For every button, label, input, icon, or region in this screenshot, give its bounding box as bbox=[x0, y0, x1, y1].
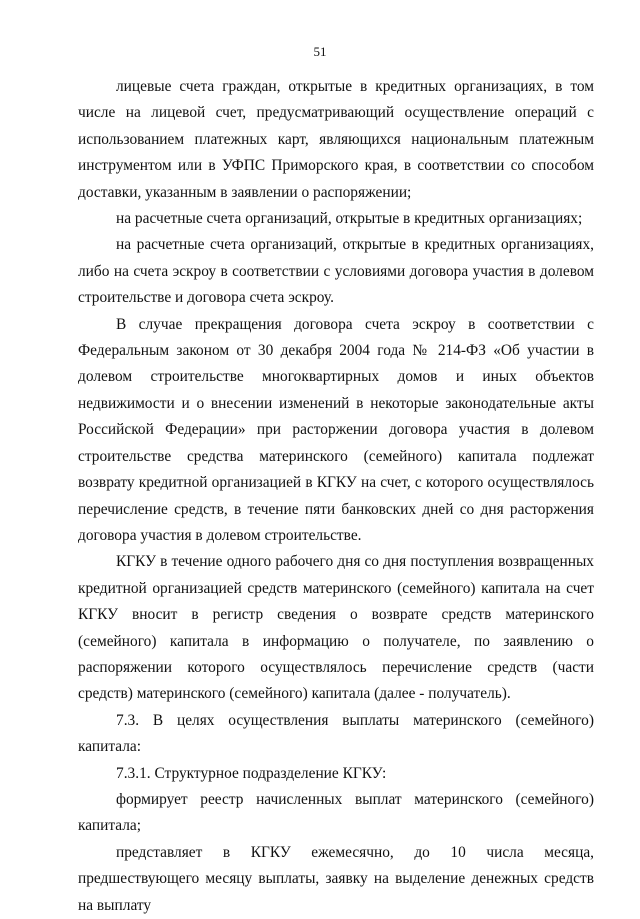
section-7-3-heading: 7.3. В целях осуществления выплаты материнского (семейного) капитала: bbox=[78, 711, 594, 756]
paragraph-payment-register: формирует реестр начисленных выплат материнского (семейного) капитала; bbox=[78, 790, 594, 835]
section-7-3-1-heading: 7.3.1. Структурное подразделение КГКУ: bbox=[116, 764, 387, 782]
paragraph-settlement-accounts: на расчетные счета организаций, открытые в кредитных организациях; bbox=[116, 210, 583, 228]
paragraph-monthly-request: представляет в КГКУ ежемесячно, до 10 числа месяца, предшествующего месяцу выплаты, заявку на выделение денежных средств на выплату bbox=[78, 843, 594, 914]
document-body bbox=[78, 74, 594, 919]
page-number: 51 bbox=[313, 44, 327, 59]
paragraph-personal-accounts: лицевые счета граждан, открытые в кредитных организациях, в том числе на лицевой счет, предусматривающий осуществление операций с использованием платежных карт, являющихся национальным платежным инструментом или в УФПС Приморского края, в соответствии со способом доставки, указанным в заявлении о распоряжении; bbox=[78, 78, 594, 201]
paragraph-escrow-accounts: на расчетные счета организаций, открытые в кредитных организациях, либо на счета эскроу в соответствии с условиями договора участия в долевом строительстве и договора счета эскроу. bbox=[78, 236, 594, 307]
paragraph-escrow-termination: В случае прекращения договора счета эскроу в соответствии с Федеральным законом от 30 декабря 2004 года № 214-ФЗ «Об участии в долевом строительстве многоквартирных домов и иных объектов недвижимости и о внесении изменений в некоторые законодательные акты Российской Федерации» при расторжении договора участия в долевом строительстве средства материнского (семейного) капитала подлежат возврату кредитной организацией в КГКУ на счет, с которого осуществлялось перечисление средств, в течение пяти банковских дней со дня расторжения договора участия в долевом строительстве. bbox=[78, 315, 594, 544]
paragraph-register-entry: КГКУ в течение одного рабочего дня со дня поступления возвращенных кредитной организацией средств материнского (семейного) капитала на счет КГКУ вносит в регистр сведения о возврате средств материнского (семейного) капитала в информацию о получателе, по заявлению о распоряжении которого осуществлялось перечисление средств (части средств) материнского (семейного) капитала (далее - получатель). bbox=[78, 553, 594, 703]
